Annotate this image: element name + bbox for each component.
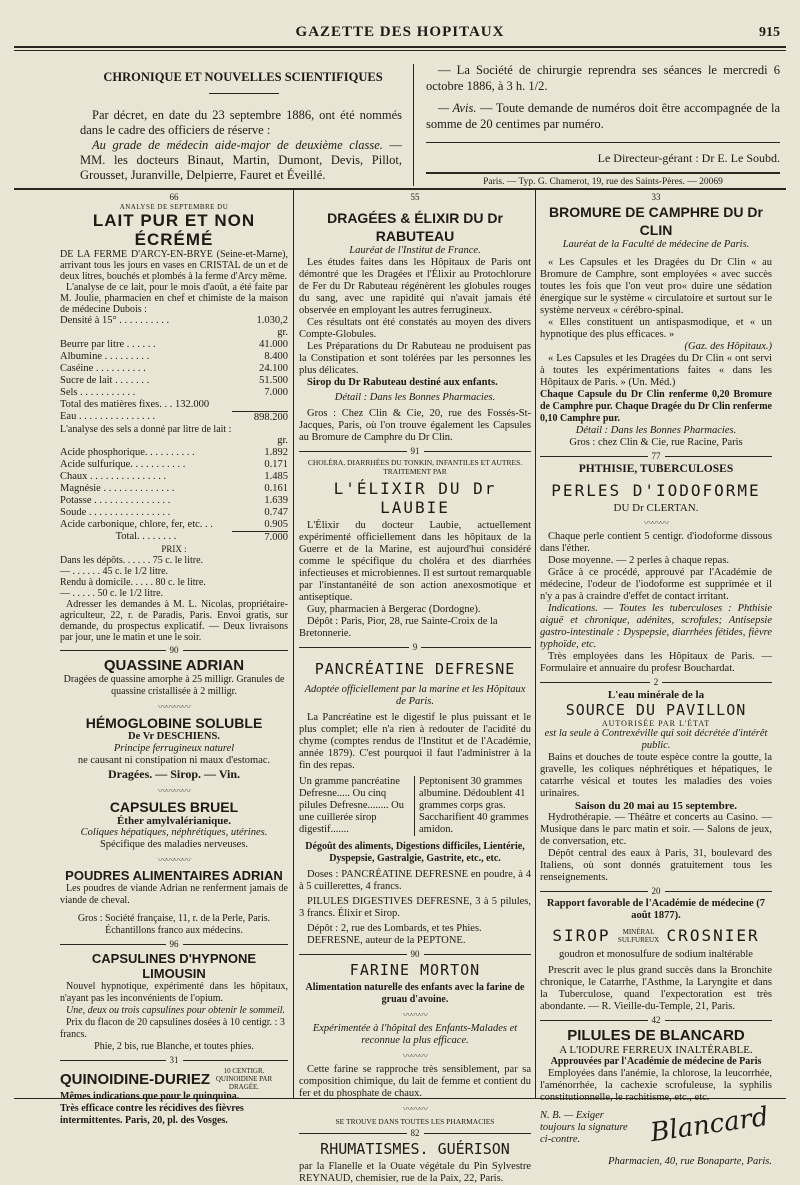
avis-label: — Avis. bbox=[438, 101, 477, 115]
rabuteau-title: DRAGÉES & ÉLIXIR DU Dr RABUTEAU bbox=[327, 210, 503, 244]
lait-eau-value: 898.200 bbox=[232, 411, 288, 424]
page-number: 915 bbox=[759, 25, 780, 40]
hemoglobine-text: ne causant ni constipation ni maux d'estomac. bbox=[77, 755, 271, 766]
blancard-signature-area bbox=[540, 1101, 772, 1156]
rabuteau-p1: Les études faites dans les Hôpitaux de Paris ont démontré que les Dragées et l'Élixir au Protochlorure de Fer du Dr Rabuteau régénèrent les globules rouges du sang, avec une rapidité qui n'avait jamais été observée en employant les autres ferrugineux. bbox=[299, 257, 531, 316]
perles-title: PERLES D'IODOFORME bbox=[551, 481, 761, 500]
lait-analysis-table bbox=[60, 315, 288, 399]
ad-separator bbox=[540, 677, 772, 687]
clin-title: BROMURE DE CAMPHRE DU Dr CLIN bbox=[549, 204, 763, 238]
farine-text: Cette farine se rapproche très sensiblement, par sa composition chimique, du lait de femme et contient du fer et du phosphate de chaux. bbox=[299, 1064, 531, 1099]
wavy-rule: 〰〰〰 bbox=[402, 1104, 427, 1114]
ad-number: 91 bbox=[410, 446, 420, 456]
farine-italic: Expérimentée à l'hôpital des Enfants-Malades et reconnue la plus efficace. bbox=[312, 1023, 518, 1046]
chronique-paragraph-1: Par décret, en date du 23 septembre 1886, ont été nommés dans le cadre des officiers de réserve : bbox=[80, 108, 402, 137]
rabuteau-subtitle: Lauréat de l'Institut de France. bbox=[349, 245, 481, 256]
prix-heading: PRIX : bbox=[161, 544, 187, 554]
clin-detail: Détail : Dans les Bonnes Pharmacies. bbox=[575, 425, 737, 436]
clin-subtitle: Lauréat de la Faculté de médecine de Paris. bbox=[562, 239, 750, 250]
ad-separator bbox=[540, 886, 772, 896]
sels-row bbox=[60, 495, 288, 507]
sels-label: Potasse . . . . . . . . . . . . . . . bbox=[60, 495, 171, 506]
pancreatine-italic: Adoptée officiellement par la marine et les Hôpitaux de Paris. bbox=[304, 684, 526, 707]
pancreatine-text: La Pancréatine est le digestif le plus puissant et le plus complet; elle n'a rien à redouter de l'acidité du chyme (comptes rendus de l'Institut et de l'Académie, année 1879). C'est pourquoi il faut l'administrer à la fin des repas. bbox=[299, 712, 531, 771]
rabuteau-p2: Ces résultats ont été constatés au moyen des divers Compte-Globules. bbox=[299, 317, 531, 340]
price-line: Dans les dépôts. . . . . . 75 c. le litre. bbox=[60, 555, 204, 566]
pancreatine-indications: Dégoût des aliments, Digestions difficiles, Lientérie, Dyspepsie, Gastralgie, Gastrite, etc., etc. bbox=[305, 841, 525, 864]
pancreatine-pilules: PILULES DIGESTIVES DEFRESNE, 3 à 5 pilules, 3 francs. Élixir et Sirop. bbox=[299, 896, 531, 919]
ad-separator bbox=[299, 642, 531, 652]
source-pavillon-title: SOURCE DU PAVILLON bbox=[565, 701, 747, 719]
page-bottom-rule bbox=[14, 1098, 786, 1099]
source-p1: Bains et douches de toute espèce contre la goutte, la gravelle, les coliques néphrétiques et hépatiques, le catarrhe vésical et toutes les maladies des voies urinaires. bbox=[540, 752, 772, 799]
rabuteau-gros: Gros : Chez Clin & Cie, 20, rue des Fossés-St-Jacques, Paris, où l'on trouve également les Capsules au Bromure de Camphre du Dr Clin. bbox=[299, 408, 531, 443]
lait-analysis-value: 8.400 bbox=[264, 351, 288, 362]
lait-analysis-value: 24.100 bbox=[259, 363, 288, 374]
sels-row bbox=[60, 447, 288, 459]
ads-top-rule bbox=[14, 188, 786, 190]
hypnone-text: Nouvel hypnotique, expérimenté dans les hôpitaux, n'ayant pas les inconvénients de l'opium. bbox=[60, 981, 288, 1004]
source-authorised: AUTORISÉE PAR L'ÉTAT bbox=[601, 719, 711, 728]
news-societe: — La Société de chirurgie reprendra ses séances le mercredi 6 octobre 1886, à 3 h. 1/2. bbox=[426, 63, 780, 93]
perles-dose: Dose moyenne. — 2 perles à chaque repas. bbox=[548, 555, 730, 566]
source-p2: Hydrothérapie. — Théâtre et concerts au Casino. — Musique dans le parc matin et soir. — Salons de jeux, de conversation, etc. bbox=[540, 812, 772, 847]
perles-p3: Très employées dans les Hôpitaux de Paris. — Formulaire et annuaire du profesr Bouchardat. bbox=[540, 651, 772, 674]
avis-text: — Toute demande de numéros doit être accompagnée de la somme de 20 centimes par numéro. bbox=[426, 101, 780, 131]
crosnier-rapport: Rapport favorable de l'Académie de médecine (7 août 1877). bbox=[546, 898, 766, 921]
director-signature: Le Directeur-gérant : Dr E. Le Soubd. bbox=[597, 151, 780, 165]
laubie-title: L'ÉLIXIR DU Dr LAUBIE bbox=[333, 479, 497, 517]
ad-number: 90 bbox=[169, 645, 179, 655]
clin-quote-3: « Les Capsules et les Dragées du Dr Clin « ont servi à toutes les expérimentations faites « dans les Hôpitaux de Paris. » (Un. Méd.) bbox=[540, 353, 772, 388]
wavy-rule: 〰〰〰〰 bbox=[157, 855, 190, 865]
chronique-paragraph-2 bbox=[80, 138, 402, 183]
quinoidine-text-2: Très efficace contre les récidives des fièvres intermittentes. Paris, 20, pl. des Vosges. bbox=[60, 1103, 244, 1126]
source-decree: est la seule à Contrexéville qui soit décrétée d'intérêt public. bbox=[544, 728, 768, 751]
lait-analysis-row bbox=[60, 387, 288, 399]
hemoglobine-subtitle: De Vr DESCHIENS. bbox=[128, 731, 220, 742]
clin-quote-2: « Elles constituent un antispasmodique, et « un hypnotique des plus efficaces. » bbox=[540, 317, 772, 340]
wavy-rule: 〰〰〰〰 bbox=[157, 702, 190, 712]
price-line: — . . . . . . 45 c. le 1/2 litre. bbox=[60, 566, 169, 577]
quinoidine-header bbox=[60, 1067, 288, 1091]
lait-title: LAIT PUR ET NON ÉCRÉMÉ bbox=[92, 211, 256, 249]
clin-gros: Gros : chez Clin & Cie, rue Racine, Paris bbox=[569, 437, 743, 448]
hypnone-title: CAPSULINES D'HYPNONE LIMOUSIN bbox=[91, 951, 257, 981]
ads-column-2 bbox=[299, 192, 531, 1185]
blancard-approval: Approuvées par l'Académie de médecine de Paris bbox=[550, 1056, 762, 1067]
ad-number: 82 bbox=[410, 1128, 420, 1138]
lait-analysis-value: 51.500 bbox=[259, 375, 288, 386]
rhumatismes-text: par la Flanelle et la Ouate végétale du Pin Sylvestre REYNAUD, chemisier, rue de la Paix, 22, Paris. bbox=[299, 1161, 531, 1184]
ad-separator bbox=[60, 645, 288, 655]
lait-analysis-label: Sels . . . . . . . . . . . bbox=[60, 387, 136, 398]
ad-number: 20 bbox=[651, 886, 661, 896]
lait-eau-row bbox=[60, 411, 288, 424]
sels-value: 1.485 bbox=[264, 471, 288, 482]
pancreatine-depot: Dépôt : 2, rue des Lombards, et tes Phies. bbox=[307, 923, 482, 934]
capsules-bruel-title: CAPSULES BRUEL bbox=[109, 799, 239, 815]
column-divider-2 bbox=[535, 188, 536, 1098]
ad-number: 96 bbox=[169, 939, 179, 949]
lait-analysis-label bbox=[60, 327, 232, 339]
pancreatine-auteur: DEFRESNE, auteur de la PEPTONE. bbox=[307, 935, 466, 946]
sels-value: 1.639 bbox=[264, 495, 288, 506]
lait-analysis-value: 41.000 bbox=[259, 339, 288, 350]
hemoglobine-title: HÉMOGLOBINE SOLUBLE bbox=[85, 715, 263, 731]
rabuteau-sirop: Sirop du Dr Rabuteau destiné aux enfants. bbox=[307, 377, 498, 388]
ads-column-1 bbox=[60, 192, 288, 1127]
ad-number: 42 bbox=[651, 1015, 661, 1025]
poudres-gros: Gros : Société française, 11, r. de la Perle, Paris. bbox=[77, 913, 271, 924]
sels-row bbox=[60, 459, 288, 471]
sels-intro: L'analyse des sels a donné par litre de lait : bbox=[60, 424, 232, 435]
top-divider bbox=[413, 64, 414, 186]
hypnone-address: Phie, 2 bis, rue Blanche, et toutes phies. bbox=[94, 1041, 254, 1052]
lait-analysis-row bbox=[60, 339, 288, 351]
sels-row bbox=[60, 519, 288, 531]
sels-label: Acide sulfurique. . . . . . . . . . . bbox=[60, 459, 186, 470]
ad-separator bbox=[540, 1015, 772, 1025]
quinoidine-dosage: 10 CENTIGR. QUINOIDINE PAR DRAGÉE. bbox=[215, 1067, 273, 1091]
laubie-depot: Dépôt : Paris, Pior, 28, rue Sainte-Croix de la Bretonnerie. bbox=[299, 616, 498, 639]
capsules-bruel-subtitle: Éther amylvalérianique. bbox=[116, 815, 232, 827]
sels-row bbox=[60, 483, 288, 495]
blancard-signature: Blancard bbox=[648, 1101, 771, 1149]
news-avis bbox=[426, 100, 780, 132]
ad-number: 77 bbox=[651, 451, 661, 461]
printer-line: Paris. — Typ. G. Chamerot, 19, rue des Saints-Pères. — 20069 bbox=[483, 177, 723, 187]
crosnier-p2: Prescrit avec le plus grand succès dans la Bronchite chronique, le Catarrhe, l'Asthme, la Laryngite et dans la Tuberculose, quand l'expectoration est très abondante. — R. Vieille-du-Temple, 21, Paris. bbox=[540, 965, 772, 1012]
hypnone-price: Prix du flacon de 20 capsulines dosées à 10 centigr. : 3 francs. bbox=[60, 1017, 285, 1040]
ad-separator bbox=[60, 1055, 288, 1065]
sels-value: 0.161 bbox=[264, 483, 288, 494]
perles-p1: Chaque perle contient 5 centigr. d'iodoforme dissous dans l'éther. bbox=[540, 531, 772, 554]
chronique-names: — MM. les docteurs Binaut, Martin, Dumont, Devis, Pillot, Grousset, Juranville, Delpierre, Fauret et Éveillé. bbox=[80, 138, 403, 182]
lait-analysis-label: Beurre par litre . . . . . . bbox=[60, 339, 156, 350]
quassine-title: QUASSINE ADRIAN bbox=[103, 657, 245, 674]
rhumatismes-title: RHUMATISMES. GUÉRISON bbox=[320, 1140, 510, 1158]
price-list bbox=[60, 555, 288, 599]
lait-intro: DE LA FERME D'ARCY-EN-BRYE (Seine-et-Marne), arrivant tous les jours en vases en CRISTAL de un et de deux litres, bouchés et plombés à la ferme d'Arcy même. bbox=[60, 249, 288, 282]
ad-number: 2 bbox=[653, 677, 659, 687]
news-section bbox=[426, 62, 780, 187]
sels-label: Acide phosphorique. . . . . . . . . . bbox=[60, 447, 195, 458]
pancreatine-doses-left: Un gramme pancréatine Defresne..... Ou cinq pilules Defresne........ Ou une cuillerée sirop digestif....... bbox=[299, 776, 415, 836]
crosnier-mineral: MINÉRAL SULFUREUX bbox=[617, 927, 660, 944]
header-rule-thin bbox=[14, 50, 786, 51]
ad-separator bbox=[299, 446, 531, 456]
source-p3: Dépôt central des eaux à Paris, 31, boulevard des Italiens, où sont donnés gratuitement tous les renseignements. bbox=[540, 848, 772, 883]
lait-analysis-label: Caséine . . . . . . . . . . bbox=[60, 363, 146, 374]
blancard-text: Employées dans l'anémie, la chlorose, la leucorrhée, l'aménorrhée, la cachexie scrofuleuse, la syphilis constitutionnelle, le rachitisme, etc., etc. bbox=[540, 1068, 772, 1103]
lait-analysis-intro: L'analyse de ce lait, pour le mois d'août, a été faite par M. Joulie, pharmacien en chef et chimiste de la maison de médecine Dubois : bbox=[60, 282, 288, 315]
clin-quote-2-source: (Gaz. des Hôpitaux.) bbox=[684, 341, 772, 352]
hemoglobine-italic: Principe ferrugineux naturel bbox=[113, 743, 235, 754]
quinoidine-title: QUINOIDINE-DURIEZ bbox=[60, 1070, 210, 1088]
chronique-rule bbox=[209, 93, 279, 94]
news-rule-2 bbox=[426, 172, 780, 174]
wavy-rule: 〰〰〰〰 bbox=[157, 786, 190, 796]
ad-number: 90 bbox=[410, 949, 420, 959]
perles-subtitle: DU Dr CLERTAN. bbox=[613, 502, 699, 514]
sels-value: 1.892 bbox=[264, 447, 288, 458]
poudres-echantillons: Échantillons franco aux médecins. bbox=[105, 925, 243, 936]
clin-quote-1: « Les Capsules et les Dragées du Dr Clin « au Bromure de Camphre, sont employées « avec succès toutes les fois que l'on veut pro« duire une sédation énergique sur le système « circulatoire et surtout sur le système nerveux « cérébro-spinal. bbox=[540, 257, 772, 316]
sels-total-value: 7.000 bbox=[232, 531, 288, 544]
capsules-bruel-italic: Coliques hépatiques, néphrétiques, utérines. bbox=[80, 827, 268, 838]
sels-label: Chaux . . . . . . . . . . . . . . . bbox=[60, 471, 167, 482]
lait-outro: Adresser les demandes à M. L. Nicolas, propriétaire-agriculteur, 22, r. de Paradis, Paris. Envoi gratis, sur demande, du prospectus explicatif. — Deux livraisons par jour, une le matin et une le soir. bbox=[60, 599, 288, 643]
sels-value: 0.171 bbox=[264, 459, 288, 470]
eau-minerale-title: L'eau minérale de la bbox=[607, 689, 705, 701]
lait-analysis-row bbox=[60, 315, 288, 327]
blancard-address: Pharmacien, 40, rue Bonaparte, Paris. bbox=[608, 1156, 772, 1167]
pancreatine-doses: Doses : PANCRÉATINE DEFRESNE en poudre, à 4 à 5 cuillerettes, 4 francs. bbox=[299, 869, 531, 892]
ad-number: 66 bbox=[169, 192, 179, 202]
blancard-subtitle: A L'IODURE FERREUX INALTÉRABLE. bbox=[559, 1044, 753, 1056]
header-rule bbox=[14, 46, 786, 48]
blancard-title: PILULES DE BLANCARD bbox=[567, 1027, 745, 1044]
crosnier-text: goudron et monosulfure de sodium inaltérable bbox=[559, 949, 753, 960]
lait-analysis-row bbox=[60, 363, 288, 375]
laubie-text: L'Élixir du docteur Laubie, actuellement expérimenté officiellement dans les hôpitaux de la Guerre et de la Marine, est aujourd'hui considéré comme le spécifique du choléra et des diarrhées infectieuses et microbiennes. Il est surtout remarquable par l'instantanéité de son action anexosmotique et antiseptique. bbox=[299, 520, 531, 603]
lait-analysis-row bbox=[60, 351, 288, 363]
phthisie-heading: PHTHISIE, TUBERCULOSES bbox=[578, 463, 734, 475]
sels-table bbox=[60, 435, 288, 531]
lait-analysis-label: Sucre de lait . . . . . . . bbox=[60, 375, 150, 386]
lait-eau-label: Eau . . . . . . . . . . . . . . . bbox=[60, 411, 156, 422]
sels-total-row bbox=[60, 531, 288, 544]
newspaper-title: GAZETTE DES HOPITAUX bbox=[295, 24, 505, 40]
lait-analysis-value: 1.030,2 bbox=[256, 315, 288, 326]
hemoglobine-forms: Dragées. — Sirop. — Vin. bbox=[107, 767, 241, 781]
source-saison: Saison du 20 mai au 15 septembre. bbox=[574, 800, 738, 812]
cholera-kicker: CHOLÉRA, DIARRHÉES DU TONKIN, INFANTILES ET AUTRES. TRAITEMENT PAR bbox=[307, 458, 523, 476]
ad-separator bbox=[299, 1128, 531, 1138]
ads-column-3 bbox=[540, 192, 772, 1168]
column-divider-1 bbox=[293, 188, 294, 1098]
lait-analysis-value: gr. bbox=[277, 327, 288, 338]
ad-separator bbox=[299, 949, 531, 959]
wavy-rule: 〰〰〰 bbox=[402, 1051, 427, 1061]
quinoidine-text: Mêmes indications que pour le quinquina. bbox=[60, 1091, 240, 1102]
sels-label: Magnésie . . . . . . . . . . . . . . bbox=[60, 483, 175, 494]
price-line: — . . . . . 50 c. le 1/2 litre. bbox=[60, 588, 164, 599]
ad-separator bbox=[540, 451, 772, 461]
ad-separator bbox=[60, 939, 288, 949]
farine-title: FARINE MORTON bbox=[349, 961, 481, 979]
sels-total-label: Total. . . . . . . . bbox=[115, 531, 177, 542]
lait-analysis-label: Albumine . . . . . . . . . bbox=[60, 351, 150, 362]
ad-number: 9 bbox=[412, 642, 418, 652]
sels-row bbox=[60, 435, 288, 447]
sels-row bbox=[60, 471, 288, 483]
crosnier-name: CROSNIER bbox=[666, 926, 760, 945]
farine-trouve: SE TROUVE DANS TOUTES LES PHARMACIES bbox=[335, 1117, 495, 1126]
capsules-bruel-text: Spécifique des maladies nerveuses. bbox=[99, 839, 249, 850]
quassine-text: Dragées de quassine amorphe à 25 milligr. Granules de quassine cristallisée à 2 milligr. bbox=[63, 674, 285, 697]
lait-analysis-row bbox=[60, 375, 288, 387]
chronique-grade-italic: Au grade de médecin aide-major de deuxième classe. bbox=[92, 138, 383, 152]
sels-row bbox=[60, 507, 288, 519]
sels-label bbox=[60, 435, 232, 447]
wavy-rule: 〰〰〰 bbox=[643, 518, 668, 528]
rabuteau-detail: Détail : Dans les Bonnes Pharmacies. bbox=[334, 392, 496, 403]
perles-indications: Indications. — Toutes les tuberculoses : Phthisie aiguë et chronique, adénites, scrofules; Antisepsie gastro-intestinale : Dyspepsie, diarrhées fétides, fièvre typhoïde, etc. bbox=[540, 603, 772, 650]
poudres-title: POUDRES ALIMENTAIRES ADRIAN bbox=[65, 868, 283, 883]
sels-label: Soude . . . . . . . . . . . . . . . . bbox=[60, 507, 171, 518]
lait-total-row bbox=[60, 399, 288, 411]
pancreatine-table bbox=[299, 776, 531, 836]
lait-analysis-row bbox=[60, 327, 288, 339]
laubie-guy: Guy, pharmacien à Bergerac (Dordogne). bbox=[307, 604, 481, 615]
blancard-nb: N. B. — Exiger toujours la signature ci-contre. bbox=[540, 1110, 628, 1145]
pancreatine-title: PANCRÉATINE DEFRESNE bbox=[314, 660, 516, 678]
ad-number: 55 bbox=[410, 192, 420, 202]
chronique-section bbox=[80, 70, 403, 183]
lait-kicker: ANALYSE DE SEPTEMBRE DU bbox=[119, 203, 229, 211]
price-line: Rendu à domicile. . . . . 80 c. le litre. bbox=[60, 577, 206, 588]
poudres-text: Les poudres de viande Adrian ne renferment jamais de viande de cheval. bbox=[60, 883, 288, 906]
wavy-rule: 〰〰〰 bbox=[402, 1010, 427, 1020]
sels-value: 0.905 bbox=[264, 519, 288, 530]
ad-number: 33 bbox=[651, 192, 661, 202]
lait-analysis-value: 7.000 bbox=[264, 387, 288, 398]
ad-number: 31 bbox=[169, 1055, 179, 1065]
sels-value: 0.747 bbox=[264, 507, 288, 518]
crosnier-sirop: SIROP bbox=[552, 926, 611, 945]
sels-label: Acide carbonique, chlore, fer, etc. . . bbox=[60, 519, 213, 530]
perles-p2: Grâce à ce procédé, approuvé par l'Académie de médecine, l'odeur de l'iodoforme est supprimée et il n'y a pas à craindre d'effet de contact irritant. bbox=[540, 567, 772, 602]
news-rule bbox=[426, 142, 780, 143]
lait-total-label: Total des matières fixes. . . 132.000 bbox=[60, 399, 210, 410]
chronique-heading: CHRONIQUE ET NOUVELLES SCIENTIFIQUES bbox=[103, 70, 383, 84]
sels-value: gr. bbox=[277, 435, 288, 446]
lait-analysis-label: Densité à 15° . . . . . . . . . . bbox=[60, 315, 170, 326]
hypnone-italic: Une, deux ou trois capsulines pour obtenir le sommeil. bbox=[66, 1005, 286, 1016]
farine-bold: Alimentation naturelle des enfants avec la farine de gruau d'avoine. bbox=[305, 982, 525, 1005]
rabuteau-p3: Les Préparations du Dr Rabuteau ne produisent pas la Constipation et sont tolérées par les personnes les plus délicates. bbox=[299, 341, 531, 376]
pancreatine-doses-right: Peptonisent 30 grammes albumine. Dédoublent 41 grammes corps gras. Saccharifient 40 grammes amidon. bbox=[419, 776, 529, 835]
clin-dosage: Chaque Capsule du Dr Clin renferme 0,20 Bromure de Camphre pur. Chaque Dragée du Dr Clin renferme 0,10 Camphre pur. bbox=[540, 389, 772, 424]
crosnier-header bbox=[540, 926, 772, 945]
